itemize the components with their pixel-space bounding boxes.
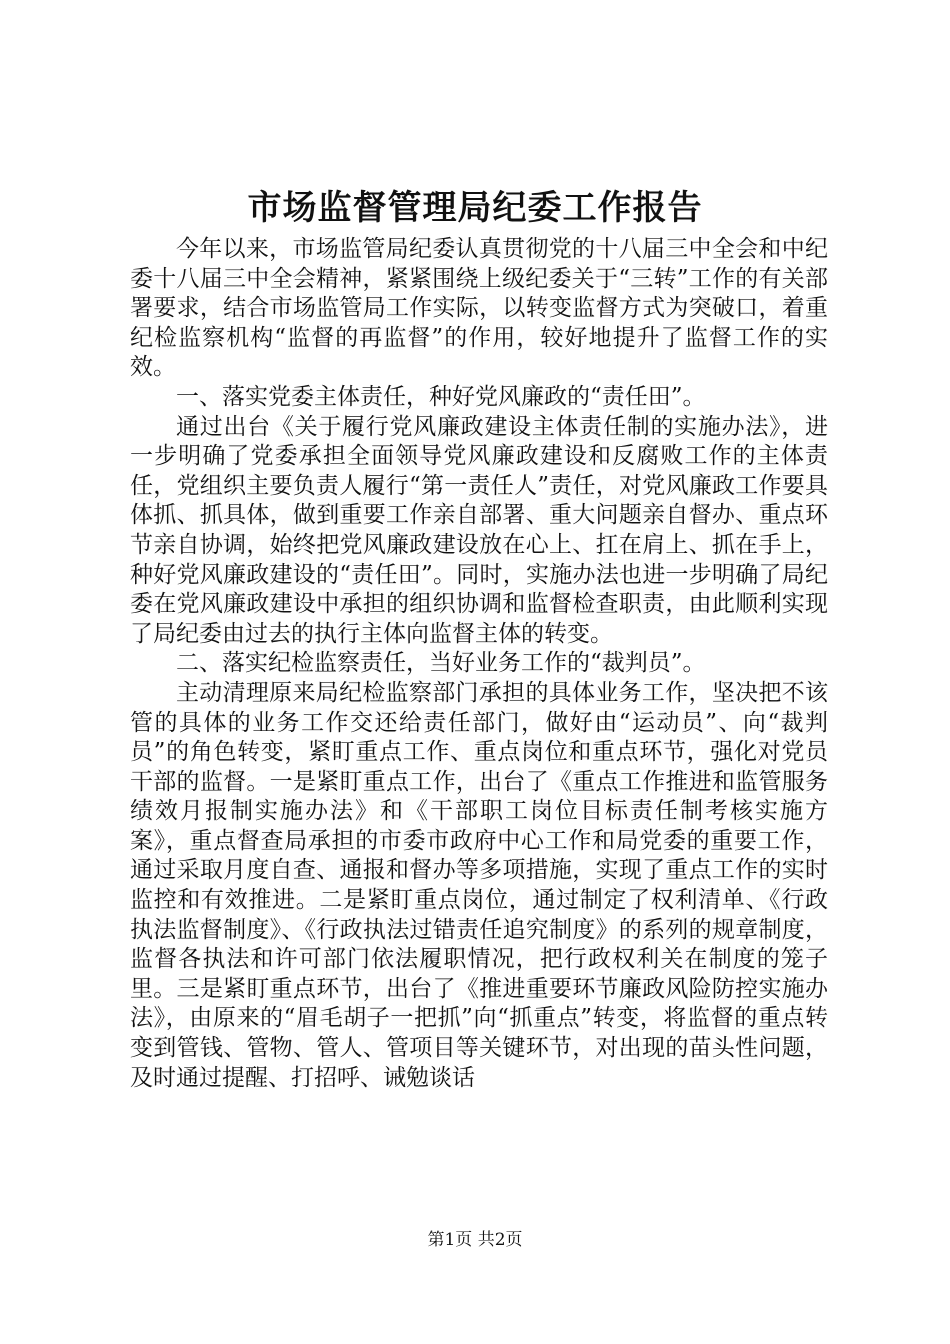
page-number-footer: 第1页 共2页 (427, 1230, 523, 1250)
document-body (130, 235, 828, 1093)
section-heading-1: 一、落实党委主体责任，种好党风廉政的“责任田”。 (176, 383, 706, 410)
document-title: 市场监督管理局纪委工作报告 (247, 188, 703, 228)
intro-paragraph: 今年以来，市场监管局纪委认真贯彻党的十八届三中全会和中纪委十八届三中全会精神，紧紧围绕上级纪委关于“三转”工作的有关部署要求，结合市场监管局工作实际，以转变监督方式为突破口，着重纪检监察机构“监督的再监督”的作用，较好地提升了监督工作的实效。 (130, 236, 828, 381)
section-paragraph-2: 主动清理原来局纪检监察部门承担的具体业务工作，坚决把不该管的具体的业务工作交还给责任部门，做好由“运动员”、向“裁判员”的角色转变，紧盯重点工作、重点岗位和重点环节，强化对党员干部的监督。一是紧盯重点工作，出台了《重点工作推进和监管服务绩效月报制实施办法》和《干部职工岗位目标责任制考核实施方案》，重点督查局承担的市委市政府中心工作和局党委的重要工作，通过采取月度自查、通报和督办等多项措施，实现了重点工作的实时监控和有效推进。二是紧盯重点岗位，通过制定了权利清单、《行政执法监督制度》、《行政执法过错责任追究制度》的系列的规章制度，监督各执法和许可部门依法履职情况，把行政权利关在制度的笼子里。三是紧盯重点环节，出台了《推进重要环节廉政风险防控实施办法》，由原来的“眉毛胡子一把抓”向“抓重点”转变，将监督的重点转变到管钱、管物、管人、管项目等关键环节，对出现的苗头性问题，及时通过提醒、打招呼、诫勉谈话 (130, 679, 828, 1091)
section-paragraph-1: 通过出台《关于履行党风廉政建设主体责任制的实施办法》，进一步明确了党委承担全面领导党风廉政建设和反腐败工作的主体责任，党组织主要负责人履行“第一责任人”责任，对党风廉政工作要具体抓、抓具体，做到重要工作亲自部署、重大问题亲自督办、重点环节亲自协调，始终把党风廉政建设放在心上、扛在肩上、抓在手上，种好党风廉政建设的“责任田”。同时，实施办法也进一步明确了局纪委在党风廉政建设中承担的组织协调和监督检查职责，由此顺利实现了局纪委由过去的执行主体向监督主体的转变。 (130, 413, 828, 647)
section-heading-2: 二、落实纪检监察责任，当好业务工作的“裁判员”。 (176, 650, 706, 677)
